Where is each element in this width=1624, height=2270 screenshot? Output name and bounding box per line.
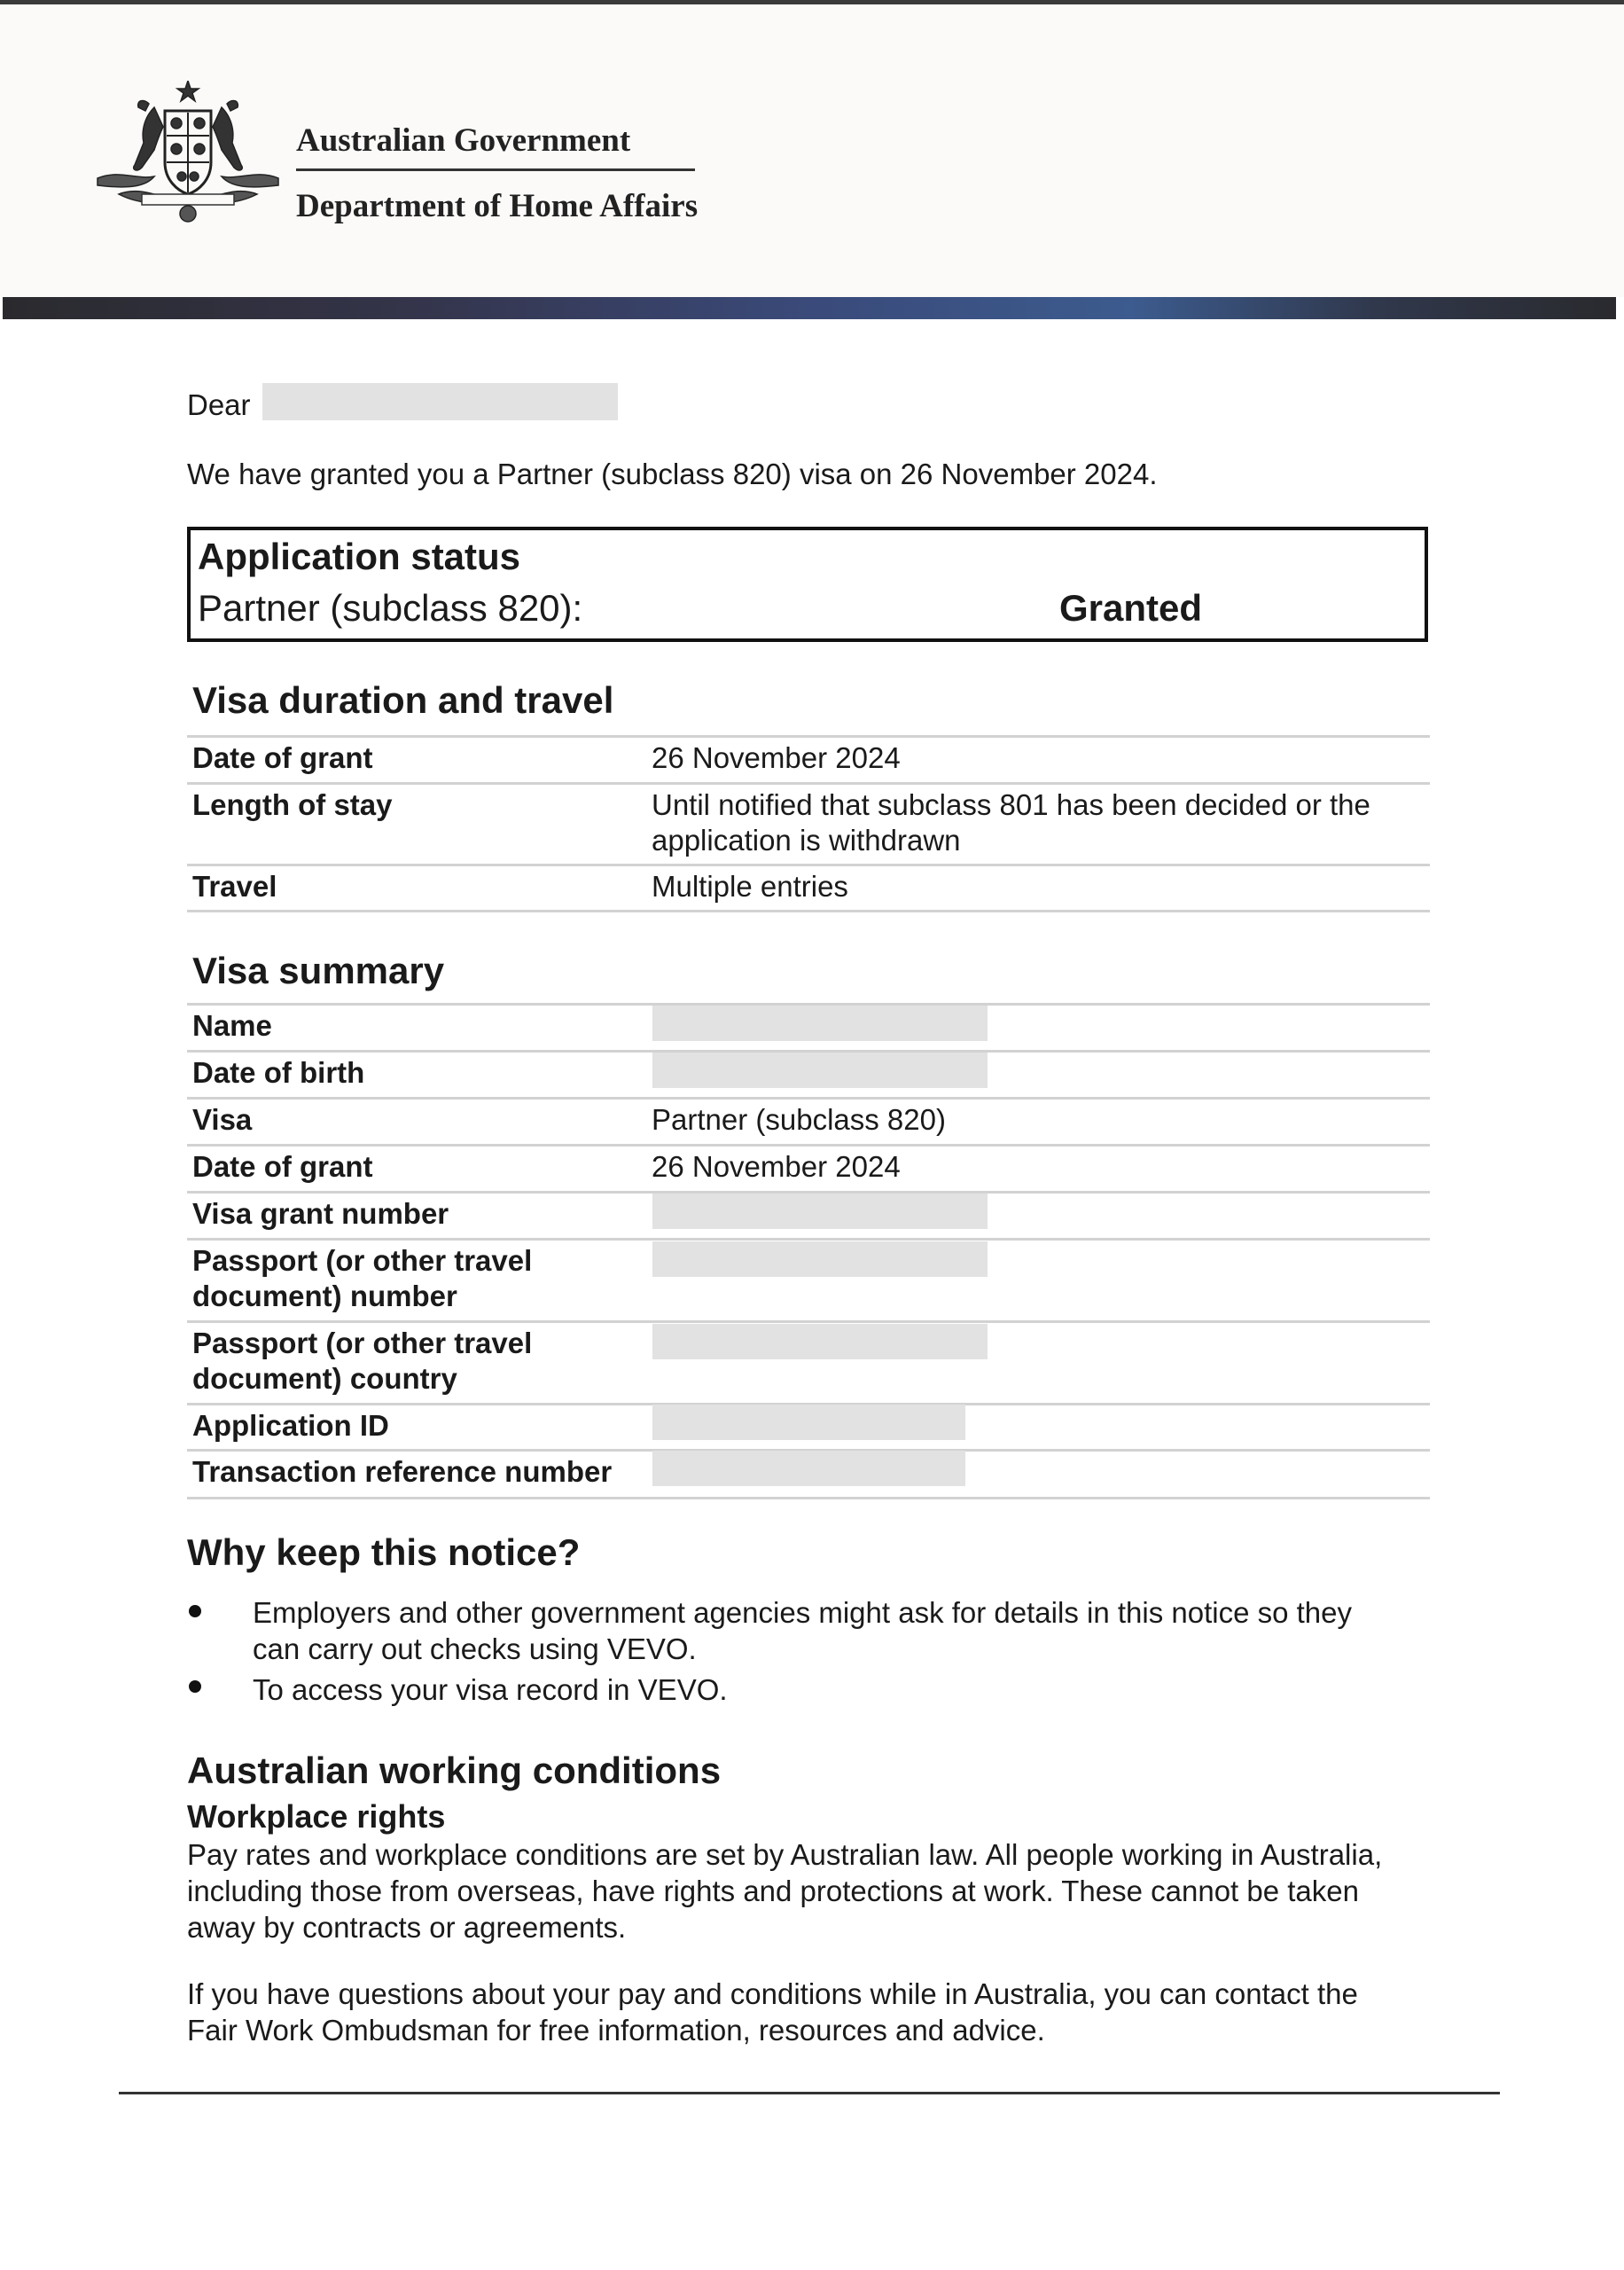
transaction-reference-redaction: [652, 1451, 965, 1486]
letterhead: [0, 4, 1624, 297]
row-value: Multiple entries: [652, 870, 848, 903]
paragraph-line: Pay rates and workplace conditions are set by Australian law. All people working in Australia,: [187, 1838, 1383, 1871]
row-value: 26 November 2024: [652, 1150, 901, 1183]
bullet-icon: [189, 1680, 201, 1693]
row-divider: [187, 1320, 1430, 1323]
letterhead-divider: [296, 168, 695, 171]
row-label: Length of stay: [192, 788, 393, 821]
row-label: Date of grant: [192, 1150, 373, 1183]
paragraph-line: Fair Work Ombudsman for free information, resources and advice.: [187, 2014, 1045, 2047]
row-divider: [187, 1238, 1430, 1241]
row-label: Application ID: [192, 1409, 389, 1442]
bullet-text: Employers and other government agencies might ask for details in this notice so they: [253, 1596, 1352, 1629]
row-label: Travel: [192, 870, 277, 903]
department-name: Department of Home Affairs: [296, 188, 699, 224]
row-label: Date of birth: [192, 1056, 365, 1089]
application-id-redaction: [652, 1405, 965, 1440]
name-redaction: [652, 1006, 988, 1041]
row-value: Partner (subclass 820): [652, 1103, 946, 1136]
bullet-text: can carry out checks using VEVO.: [253, 1632, 697, 1665]
row-value: 26 November 2024: [652, 741, 901, 774]
paragraph-line: If you have questions about your pay and conditions while in Australia, you can contact the: [187, 1977, 1358, 2010]
passport-number-redaction: [652, 1241, 988, 1277]
row-divider: [187, 1097, 1430, 1100]
row-label: document) number: [192, 1280, 457, 1312]
row-label: Visa grant number: [192, 1197, 449, 1230]
row-divider: [187, 864, 1430, 866]
row-label: Transaction reference number: [192, 1455, 613, 1488]
why-title: Why keep this notice?: [187, 1531, 581, 1573]
paragraph-line: away by contracts or agreements.: [187, 1911, 627, 1944]
row-label: Visa: [192, 1103, 253, 1136]
conditions-subtitle: Workplace rights: [187, 1798, 446, 1835]
bullet-text: To access your visa record in VEVO.: [253, 1673, 728, 1706]
application-status-box: [187, 527, 1428, 642]
recipient-name-redaction: [262, 383, 618, 420]
row-divider: [187, 782, 1430, 785]
status-label: Partner (subclass 820):: [198, 587, 583, 629]
row-divider: [187, 1144, 1430, 1147]
greeting: Dear: [187, 388, 251, 421]
row-label: Passport (or other travel: [192, 1244, 533, 1277]
row-value: application is withdrawn: [652, 824, 961, 857]
row-label: Name: [192, 1009, 272, 1042]
status-heading: Application status: [198, 536, 521, 577]
summary-title: Visa summary: [192, 950, 445, 991]
row-divider: [187, 1497, 1430, 1499]
bullet-icon: [189, 1605, 201, 1617]
row-label: document) country: [192, 1362, 457, 1395]
row-label: Passport (or other travel: [192, 1327, 533, 1359]
dob-redaction: [652, 1053, 988, 1088]
status-value: Granted: [1059, 587, 1203, 629]
coat-of-arms-icon: [92, 81, 284, 224]
grant-number-redaction: [652, 1194, 988, 1229]
duration-title: Visa duration and travel: [192, 679, 614, 721]
passport-country-redaction: [652, 1324, 988, 1359]
grant-intro: We have granted you a Partner (subclass 820) visa on 26 November 2024.: [187, 458, 1158, 490]
row-divider: [187, 910, 1430, 912]
conditions-title: Australian working conditions: [187, 1749, 722, 1791]
row-value: Until notified that subclass 801 has been decided or the: [652, 788, 1370, 821]
row-label: Date of grant: [192, 741, 373, 774]
footer-rule: [119, 2092, 1500, 2094]
government-name: Australian Government: [296, 122, 631, 159]
paragraph-line: including those from overseas, have rights and protections at work. These cannot be taken: [187, 1875, 1359, 1907]
header-band: [3, 297, 1616, 319]
row-divider: [187, 735, 1430, 738]
